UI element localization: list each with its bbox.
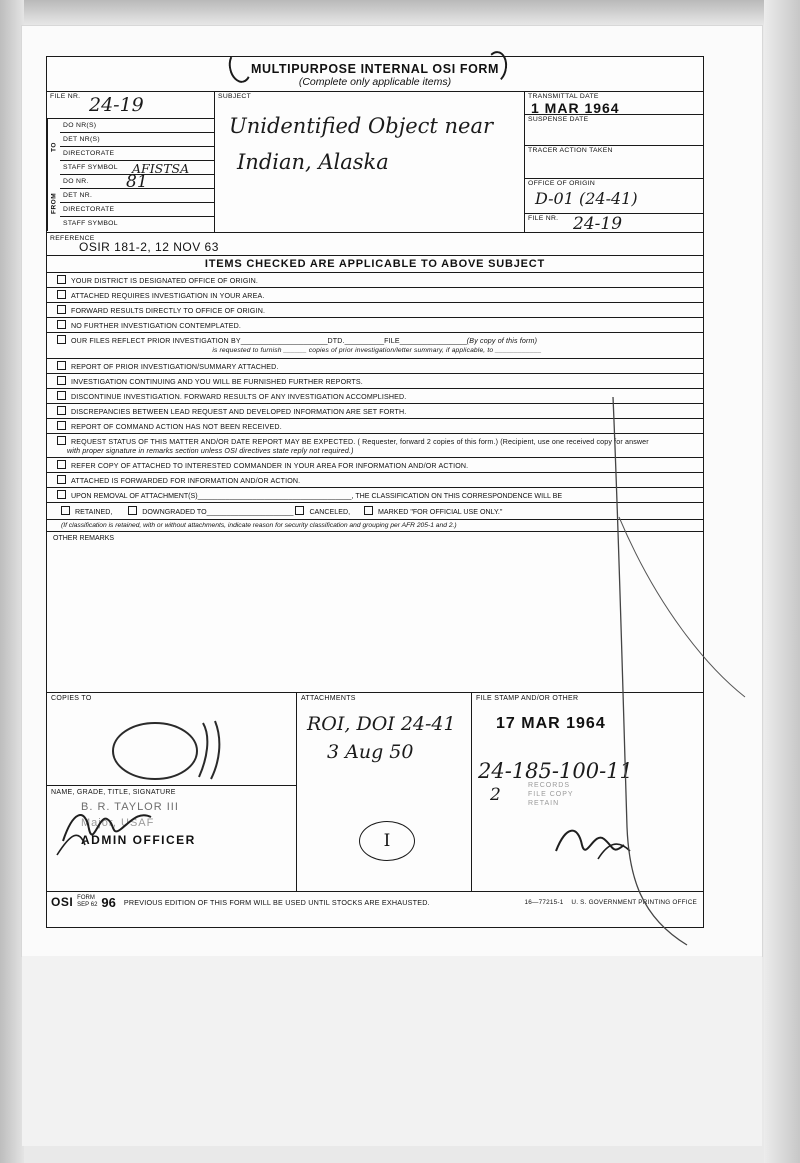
page-subtitle: (Complete only applicable items) bbox=[298, 76, 452, 88]
file-nr-cell bbox=[47, 92, 214, 119]
other-remarks-area[interactable] bbox=[47, 542, 703, 693]
footer-osi: OSI bbox=[51, 895, 74, 909]
upon-removal-options-row[interactable]: RETAINED, DOWNGRADED TO______________________ CANCELED, MARKED "FOR OFFICIAL USE ONLY." bbox=[47, 503, 703, 520]
to-row-directorate bbox=[60, 147, 214, 161]
checkbox-icon[interactable] bbox=[57, 421, 66, 430]
checklist-item-label: YOUR DISTRICT IS DESIGNATED OFFICE OF ORIGIN. bbox=[71, 277, 258, 285]
from-row-directorate bbox=[60, 203, 214, 217]
upon-removal-row[interactable]: UPON REMOVAL OF ATTACHMENT(S)_______________________________________, THE CLASSIFICATION ON THIS CORRESPONDENCE WILL BE bbox=[47, 488, 703, 503]
to-row-label: DET NR(S) bbox=[63, 136, 100, 143]
bottom-blocks bbox=[47, 693, 703, 892]
prior-investigation-second-line: is requested to furnish ______ copies of prior investigation/letter summary, if applicable, to ____________ bbox=[212, 347, 542, 354]
request-status-line-1: REQUEST STATUS OF THIS MATTER AND/OR DATE REPORT MAY BE EXPECTED. ( Requester, forward 2 copies of this form.) (Recipient, use one received copy for answer bbox=[71, 438, 649, 446]
transmittal-date-label: TRANSMITTAL DATE bbox=[528, 93, 599, 100]
attachments-value-line-1: ROI, DOI 24-41 bbox=[307, 713, 456, 735]
from-row-value: 81 bbox=[126, 172, 148, 192]
attachments-mark-label: I bbox=[383, 831, 391, 851]
option-retained: RETAINED, bbox=[75, 508, 113, 516]
file-stamp-sub: 2 bbox=[490, 785, 501, 805]
checklist-item[interactable] bbox=[47, 374, 703, 389]
origin-column bbox=[47, 92, 215, 232]
name-grade-title-label: NAME, GRADE, TITLE, SIGNATURE bbox=[51, 789, 176, 796]
from-row-label: STAFF SYMBOL bbox=[63, 220, 118, 227]
checkbox-icon[interactable] bbox=[57, 475, 66, 484]
checklist-item-request-status[interactable] bbox=[47, 434, 703, 458]
file-stamp-signature-ink bbox=[552, 815, 642, 865]
prior-investigation-lead: OUR FILES REFLECT PRIOR INVESTIGATION BY bbox=[71, 337, 241, 345]
checklist-item-refer-copy[interactable] bbox=[47, 458, 703, 473]
checkbox-icon[interactable] bbox=[61, 506, 70, 515]
to-row-det-nrs bbox=[60, 133, 214, 147]
to-row-label: DIRECTORATE bbox=[63, 150, 115, 157]
office-of-origin-cell bbox=[525, 179, 703, 214]
copies-to-block bbox=[47, 693, 297, 891]
footer-printing bbox=[525, 899, 697, 906]
to-row-value: AFISTSA bbox=[132, 161, 190, 176]
file-nr-label: FILE NR. bbox=[50, 93, 81, 100]
attachments-mark bbox=[359, 821, 415, 861]
upon-removal-trail: , THE CLASSIFICATION ON THIS CORRESPONDENCE WILL BE bbox=[351, 492, 563, 500]
to-row-do-nrs bbox=[60, 119, 214, 133]
from-row-det-nr bbox=[60, 189, 214, 203]
option-downgraded: DOWNGRADED TO bbox=[142, 508, 207, 516]
checkbox-icon[interactable] bbox=[57, 335, 66, 344]
reference-row bbox=[47, 232, 703, 256]
checkbox-icon[interactable] bbox=[57, 361, 66, 370]
suspense-date-label: SUSPENSE DATE bbox=[528, 116, 589, 123]
items-checklist bbox=[47, 273, 703, 532]
file-stamp-date: 17 MAR 1964 bbox=[496, 715, 606, 732]
subject-label: SUBJECT bbox=[218, 93, 252, 100]
to-label: TO bbox=[47, 119, 60, 175]
checklist-item-label: REPORT OF PRIOR INVESTIGATION/SUMMARY ATTACHED. bbox=[71, 363, 279, 371]
transmittal-date-cell bbox=[525, 92, 703, 115]
faint-stamp-text: RECORDS FILE COPY RETAIN bbox=[528, 782, 574, 807]
option-canceled: CANCELED, bbox=[309, 508, 351, 516]
checklist-item-label: REPORT OF COMMAND ACTION HAS NOT BEEN RECEIVED. bbox=[71, 423, 282, 431]
transmittal-column bbox=[525, 92, 703, 232]
checkbox-icon[interactable] bbox=[57, 275, 66, 284]
footer-form-number: 96 bbox=[101, 894, 116, 910]
file-nr-bottom-label: FILE NR. bbox=[528, 215, 559, 222]
footer-printing-code: 16—77215-1 bbox=[524, 898, 564, 906]
signer-title: ADMIN OFFICER bbox=[81, 833, 196, 847]
prior-investigation-dtd-label: DTD. bbox=[327, 337, 345, 345]
checklist-item-label: DISCREPANCIES BETWEEN LEAD REQUEST AND DEVELOPED INFORMATION ARE SET FORTH. bbox=[71, 408, 407, 416]
classification-note: (If classification is retained, with or without attachments, indicate reason for security classification and grouping per AFR 205-1 and 2.) bbox=[47, 520, 703, 532]
from-row-staff-symbol bbox=[60, 217, 214, 231]
signer-grade: Major, USAF bbox=[81, 817, 155, 829]
checkbox-icon[interactable] bbox=[57, 460, 66, 469]
checklist-item-label: INVESTIGATION CONTINUING AND YOU WILL BE FURNISHED FURTHER REPORTS. bbox=[71, 378, 363, 386]
scan-page-bottom bbox=[22, 956, 762, 1146]
checkbox-icon[interactable] bbox=[57, 320, 66, 329]
checkbox-icon[interactable] bbox=[57, 305, 66, 314]
attachments-block bbox=[297, 693, 472, 891]
transmittal-date-value: 1 MAR 1964 bbox=[531, 100, 620, 116]
checkbox-icon[interactable] bbox=[364, 506, 373, 515]
option-marked-fouo: MARKED "FOR OFFICIAL USE ONLY." bbox=[378, 508, 503, 516]
osi-form bbox=[46, 56, 704, 928]
checkbox-icon[interactable] bbox=[57, 436, 66, 445]
tracer-action-cell bbox=[525, 146, 703, 179]
from-row-do-nr bbox=[60, 172, 214, 192]
checkbox-icon[interactable] bbox=[128, 506, 137, 515]
checklist-item-label: NO FURTHER INVESTIGATION CONTEMPLATED. bbox=[71, 322, 242, 330]
name-signature-divider bbox=[47, 785, 296, 786]
refer-copy-label: REFER COPY OF ATTACHED TO INTERESTED COMMANDER IN YOUR AREA FOR INFORMATION AND/OR ACTION. bbox=[71, 462, 469, 470]
copies-to-label: COPIES TO bbox=[51, 695, 92, 702]
reference-label: REFERENCE bbox=[50, 235, 95, 242]
signer-name: B. R. TAYLOR III bbox=[81, 801, 179, 813]
subject-cell bbox=[215, 92, 525, 232]
request-status-line-2: with proper signature in remarks section unless OSI directives state reply not required.) bbox=[67, 447, 354, 455]
from-row-label: DO NR. bbox=[63, 178, 89, 185]
file-stamp-label: FILE STAMP AND/OR OTHER bbox=[476, 695, 579, 702]
file-nr-bottom-value: 24-19 bbox=[573, 214, 623, 234]
other-remarks-label: OTHER REMARKS bbox=[53, 535, 115, 542]
checkbox-icon[interactable] bbox=[57, 290, 66, 299]
checklist-item-label: ATTACHED REQUIRES INVESTIGATION IN YOUR AREA. bbox=[71, 292, 265, 300]
to-row-label: DO NR(S) bbox=[63, 122, 97, 129]
attachments-value-line-2: 3 Aug 50 bbox=[327, 741, 414, 763]
attached-forwarded-label: ATTACHED IS FORWARDED FOR INFORMATION AND/OR ACTION. bbox=[71, 477, 301, 485]
checklist-item-label: FORWARD RESULTS DIRECTLY TO OFFICE OF ORIGIN. bbox=[71, 307, 266, 315]
identification-block bbox=[47, 92, 703, 232]
checklist-item[interactable] bbox=[47, 273, 703, 288]
checkbox-icon[interactable] bbox=[57, 490, 66, 499]
to-row-label: STAFF SYMBOL bbox=[63, 164, 118, 171]
checklist-item[interactable] bbox=[47, 303, 703, 318]
scan-edge-right bbox=[764, 0, 800, 1163]
checkbox-icon[interactable] bbox=[57, 391, 66, 400]
checkbox-icon[interactable] bbox=[57, 376, 66, 385]
items-section-header: ITEMS CHECKED ARE APPLICABLE TO ABOVE SUBJECT bbox=[47, 256, 703, 273]
ink-scribble-copies bbox=[107, 711, 247, 791]
tracer-action-label: TRACER ACTION TAKEN bbox=[528, 147, 613, 154]
reference-value: OSIR 181-2, 12 NOV 63 bbox=[79, 240, 219, 254]
scan-edge-top bbox=[0, 0, 800, 26]
footer-printing-office: U. S. GOVERNMENT PRINTING OFFICE bbox=[571, 898, 697, 906]
checklist-item-prior-investigation[interactable]: OUR FILES REFLECT PRIOR INVESTIGATION BY______________________DTD.__________FILE_________________(By copy of this form) is requested to furnish ______ copies of prior investigation/letter summary, if applicable, to ____________ bbox=[47, 333, 703, 359]
checklist-item[interactable] bbox=[47, 288, 703, 303]
file-stamp-block bbox=[472, 693, 703, 891]
page-title: MULTIPURPOSE INTERNAL OSI FORM bbox=[250, 62, 500, 76]
attachments-label: ATTACHMENTS bbox=[301, 695, 356, 702]
checklist-item-attached-forwarded[interactable] bbox=[47, 473, 703, 488]
form-title-block bbox=[47, 57, 703, 92]
from-row-label: DET NR. bbox=[63, 192, 93, 199]
scan-edge-left bbox=[0, 0, 24, 1163]
from-row-label: DIRECTORATE bbox=[63, 206, 115, 213]
suspense-date-cell bbox=[525, 115, 703, 146]
office-of-origin-value: D-01 (24-41) bbox=[535, 189, 638, 208]
checkbox-icon[interactable] bbox=[295, 506, 304, 515]
prior-investigation-by-copy: (By copy of this form) bbox=[466, 337, 538, 345]
checklist-item[interactable] bbox=[47, 404, 703, 419]
footer-form-label bbox=[77, 895, 97, 909]
checklist-item-label: DISCONTINUE INVESTIGATION. FORWARD RESULTS OF ANY INVESTIGATION ACCOMPLISHED. bbox=[71, 393, 407, 401]
prior-investigation-file-label: FILE bbox=[384, 337, 400, 345]
footer-notice: PREVIOUS EDITION OF THIS FORM WILL BE USED UNTIL STOCKS ARE EXHAUSTED. bbox=[123, 897, 430, 907]
checklist-item[interactable] bbox=[47, 389, 703, 404]
checklist-item[interactable] bbox=[47, 359, 703, 374]
subject-value-line-1: Unidentified Object near bbox=[229, 114, 494, 138]
file-stamp-number: 24-185-100-11 bbox=[478, 759, 633, 783]
file-nr-value: 24-19 bbox=[89, 94, 144, 116]
subject-value-line-2: Indian, Alaska bbox=[237, 150, 389, 174]
office-of-origin-label: OFFICE OF ORIGIN bbox=[528, 180, 596, 187]
footer-form-label-line2: SEP 62 bbox=[77, 902, 98, 908]
checklist-item[interactable] bbox=[47, 318, 703, 333]
checkbox-icon[interactable] bbox=[57, 406, 66, 415]
footer-form-label-line1: FORM bbox=[77, 895, 95, 901]
upon-removal-lead: UPON REMOVAL OF ATTACHMENT(S) bbox=[71, 492, 198, 500]
form-footer bbox=[47, 892, 703, 912]
from-label: FROM bbox=[47, 175, 60, 231]
checklist-item[interactable] bbox=[47, 419, 703, 434]
